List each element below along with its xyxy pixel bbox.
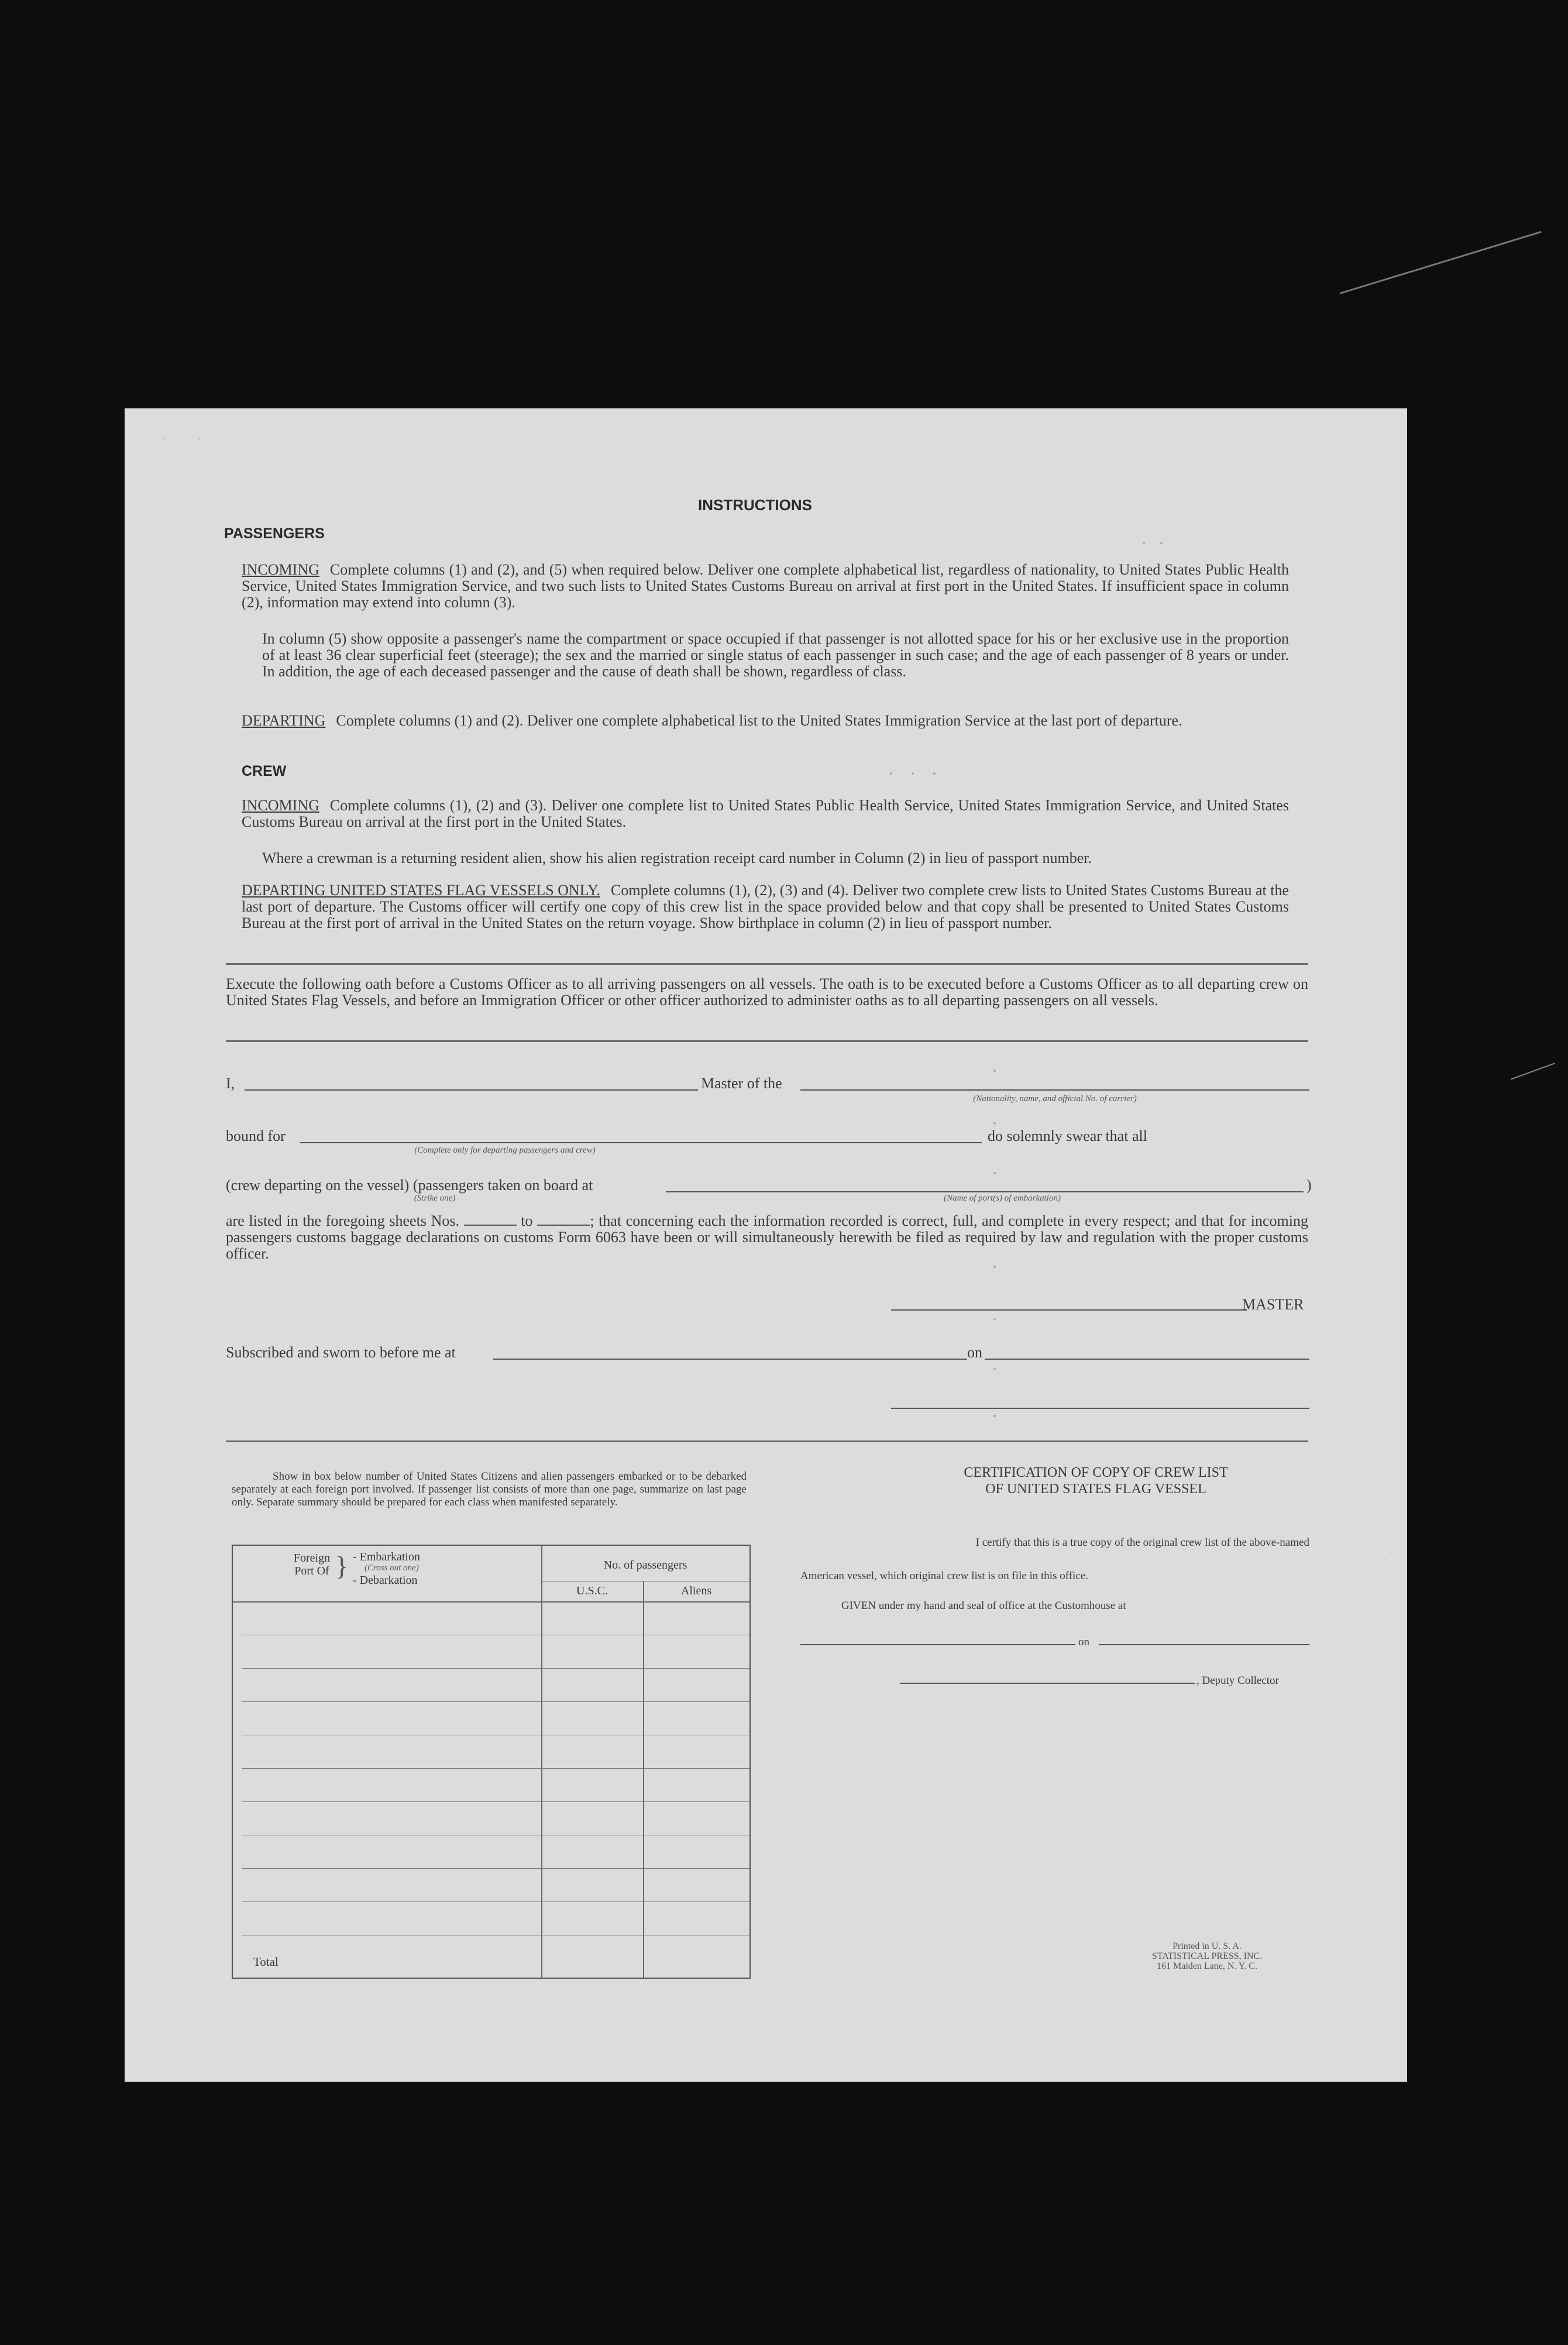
speck: [1391, 629, 1393, 631]
listed-paragraph: [226, 1213, 1308, 1262]
close-paren: ): [1306, 1177, 1312, 1194]
printer-line-1: Printed in U. S. A.: [1172, 1941, 1242, 1951]
column5-paragraph: In column (5) show opposite a passenger's name the compartment or space occupied if that passenger is not allotted space for his or her exclusive use in the proportion of at least 36 clear superficial feet (steerage); the sex and the married or single status of each passenger in such case; and the age of each passenger of 8 years or under. In addition, the age of each deceased passenger and the cause of death shall be shown, regardless of class.: [262, 630, 1289, 680]
ports-caption: (Name of port(s) of embarkation): [944, 1194, 1061, 1203]
bound-for-label: bound for: [226, 1127, 286, 1144]
passengers-heading: PASSENGERS: [224, 525, 325, 542]
row-line-2: [242, 1668, 749, 1669]
speck: [993, 1318, 996, 1321]
listed-to: to: [521, 1212, 533, 1229]
speck: [912, 772, 914, 775]
sworn-date-line[interactable]: [985, 1359, 1309, 1360]
total-label: Total: [253, 1955, 278, 1969]
printer-line-2: STATISTICAL PRESS, INC.: [1151, 1951, 1263, 1961]
speck: [993, 1122, 996, 1125]
divider-oath: [226, 1040, 1308, 1042]
brace-icon: }: [335, 1551, 349, 1581]
passengers-departing-text: Complete columns (1) and (2). Deliver one complete alphabetical list to the United States Immigration Service at the last port of departure.: [336, 712, 1182, 729]
sheet-from-field[interactable]: [464, 1225, 517, 1226]
crew-heading: CREW: [242, 763, 287, 779]
speck: [1391, 1552, 1393, 1555]
certification-title-1: CERTIFICATION OF COPY OF CREW LIST: [964, 1465, 1228, 1480]
strike-caption: (Strike one): [414, 1194, 456, 1203]
instructions-title: INSTRUCTIONS: [698, 496, 812, 514]
given-text: GIVEN under my hand and seal of office at the Customhouse at: [841, 1600, 1126, 1612]
bound-for-line[interactable]: [300, 1142, 982, 1143]
foreign-port-of: Foreign Port Of: [293, 1552, 331, 1577]
crew-departing-label: DEPARTING UNITED STATES FLAG VESSELS ONLY.: [242, 882, 601, 899]
passengers-departing-label: DEPARTING: [242, 712, 326, 729]
box-instructions: Show in box below number of United States Citizens and alien passengers embarked or to be debarked separately at each foreign port involved. If passenger list consists of more than one page, summarize on last page only. Separate summary should be prepared for each class when manifested separately.: [232, 1470, 747, 1508]
crew-incoming-text: Complete columns (1), (2) and (3). Deliver one complete list to United States Public Health Service, United States Immigration Service, and United States Customs Bureau on arrival at the first port in the United States.: [242, 797, 1289, 830]
embarkation-label: - Embarkation: [353, 1550, 420, 1563]
speck: [890, 772, 892, 775]
crew-departing-text: Complete columns (1), (2), (3) and (4). Deliver two complete crew lists to United States Customs Bureau at the last port of departure. The Customs officer will certify one copy of this crew list in the space provided below and that copy shall be presented to United States Customs Bureau at the first port of arrival in the United States on the return voyage. Show birthplace in column (2) in lieu of passport number.: [242, 882, 1289, 931]
row-line-3: [242, 1701, 749, 1702]
passengers-departing-paragraph: [242, 713, 1289, 729]
deputy-collector-label: , Deputy Collector: [1196, 1674, 1279, 1687]
speck: [993, 1266, 996, 1268]
speck: [933, 772, 936, 775]
officer-signature-line[interactable]: [891, 1408, 1309, 1409]
subscribed-label: Subscribed and sworn to before me at: [226, 1344, 456, 1361]
sworn-place-line[interactable]: [493, 1359, 967, 1360]
sworn-on-label: on: [967, 1344, 982, 1361]
speck: [198, 438, 200, 440]
row-line-6: [242, 1801, 749, 1802]
crew-departing-paragraph: [242, 882, 1289, 931]
cross-out-caption: (Cross out one): [365, 1563, 419, 1573]
passenger-count-table: [232, 1545, 751, 1979]
crew-resident-paragraph: Where a crewman is a returning resident alien, show his alien registration receipt card number in Column (2) in lieu of passport number.: [262, 850, 1092, 867]
speck: [1143, 542, 1145, 544]
nationality-caption: (Nationality, name, and official No. of carrier): [973, 1094, 1137, 1103]
printer-imprint: [1119, 1941, 1295, 1971]
row-line-8: [242, 1868, 749, 1869]
no-of-passengers-header: No. of passengers: [603, 1559, 687, 1572]
embarkation-port-line[interactable]: [666, 1191, 1304, 1192]
divider-top: [226, 963, 1308, 965]
cert-on-label: on: [1078, 1636, 1089, 1648]
master-of-the-label: Master of the: [701, 1075, 782, 1092]
cert-date-line[interactable]: [1099, 1644, 1309, 1645]
listed-part2: ; that concerning each the information recorded is correct, full, and complete in every respect; and that for incoming passengers customs baggage declarations on customs Form 6063 have been or will simultaneously herewith be filed as required by law and regulation with the proper customs officer.: [226, 1212, 1308, 1262]
header-bottom: [233, 1601, 749, 1603]
form-page: [125, 408, 1407, 2082]
scratch-mark: [1340, 231, 1542, 294]
col-divider-1: [541, 1546, 542, 1978]
oath-intro: Execute the following oath before a Customs Officer as to all arriving passengers on all vessels. The oath is to be executed before a Customs Officer as to all departing crew on United States Flag Vessels, and before an Immigration Officer or other officer authorized to administer oaths as to all departing passengers on all vessels.: [226, 975, 1308, 1009]
deputy-signature-line[interactable]: [900, 1683, 1195, 1684]
american-vessel-text: American vessel, which original crew list is on file in this office.: [800, 1570, 1088, 1582]
speck: [993, 1070, 996, 1072]
passengers-incoming-label: INCOMING: [242, 561, 319, 578]
usc-header: U.S.C.: [576, 1584, 608, 1597]
master-label: MASTER: [1242, 1296, 1304, 1313]
swear-label: do solemnly swear that all: [988, 1127, 1147, 1144]
speck: [163, 438, 165, 440]
speck: [993, 1415, 996, 1417]
carrier-line[interactable]: [800, 1089, 1309, 1091]
crew-departing-choice: (crew departing on the vessel) (passengers taken on board at: [226, 1177, 593, 1194]
crew-incoming-paragraph: [242, 797, 1289, 830]
certification-title-2: OF UNITED STATES FLAG VESSEL: [985, 1481, 1206, 1497]
speck: [1391, 1602, 1393, 1604]
crew-incoming-label: INCOMING: [242, 797, 319, 814]
printer-line-3: 161 Maiden Lane, N. Y. C.: [1157, 1961, 1257, 1971]
listed-part1: are listed in the foregoing sheets Nos.: [226, 1212, 459, 1229]
speck: [1160, 542, 1163, 544]
bound-caption: (Complete only for departing passengers and crew): [414, 1146, 596, 1155]
customhouse-line[interactable]: [800, 1644, 1075, 1645]
debarkation-label: - Debarkation: [353, 1574, 418, 1587]
aliens-header: Aliens: [680, 1584, 712, 1597]
speck: [993, 1172, 996, 1174]
row-line-5: [242, 1768, 749, 1769]
master-signature-line[interactable]: [891, 1309, 1247, 1311]
speck: [993, 1368, 996, 1370]
divider-bottom: [226, 1440, 1308, 1442]
col-divider-2: [643, 1581, 644, 1978]
certify-text: I certify that this is a true copy of the original crew list of the above-named: [975, 1536, 1309, 1549]
oath-i-label: I,: [226, 1075, 235, 1092]
sheet-to-field[interactable]: [537, 1225, 590, 1226]
passengers-incoming-paragraph: [242, 562, 1289, 611]
scratch-mark-2: [1511, 1063, 1555, 1079]
master-name-line[interactable]: [245, 1089, 698, 1091]
passengers-incoming-text: Complete columns (1) and (2), and (5) when required below. Deliver one complete alphabetical list, regardless of nationality, to United States Public Health Service, United States Immigration Service, and two such lists to United States Customs Bureau on arrival at first port in the United States. If insufficient space in column (2), information may extend into column (3).: [242, 561, 1289, 611]
